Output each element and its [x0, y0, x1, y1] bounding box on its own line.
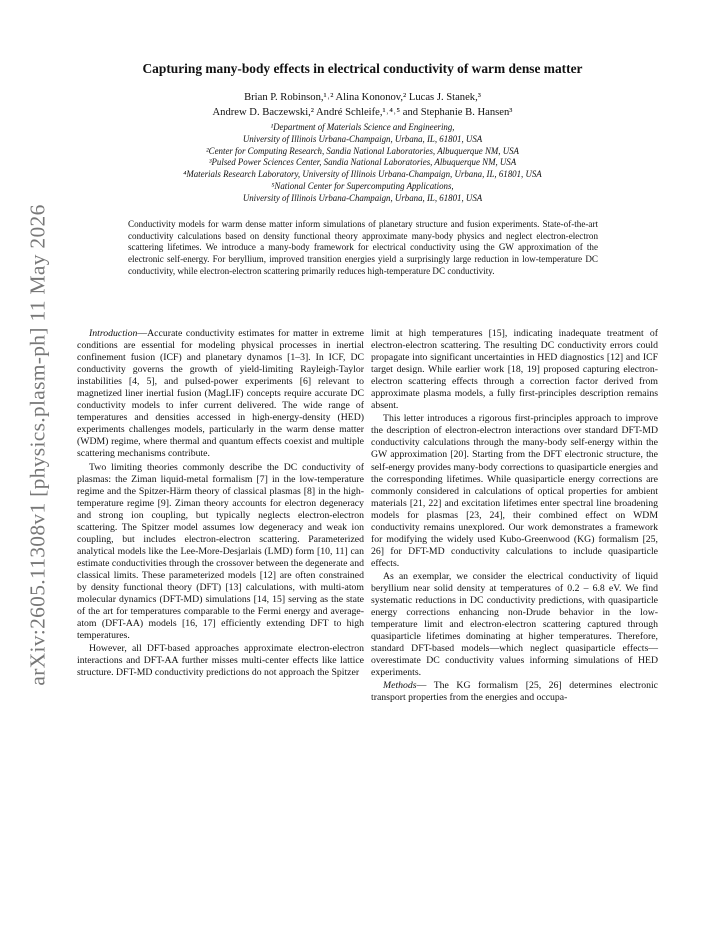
affiliation-line: ²Center for Computing Research, Sandia National Laboratories, Albuquerque NM, USA [206, 145, 519, 156]
affiliation-list [70, 122, 655, 205]
author-line: Andrew D. Baczewski,² André Schleife,¹˒⁴˒⁵ and Stephanie B. Hansen³ [212, 107, 513, 118]
paragraph-text: As an exemplar, we consider the electrical conductivity of liquid beryllium near solid density at temperatures of 0.2 – 6.8 eV. We find systematic reductions in DC conductivity predictions, with quasiparticle energy corrections enhancing non-Drude behavior in the low-temperature limit and electron-electron scattering captured through quasiparticle lifetimes dominating at higher temperatures. Therefore, standard DFT-based models—which neglect quasiparticle effects—overestimate DC conductivity values informing simulations of HED experiments. [371, 570, 658, 679]
affiliation-line: University of Illinois Urbana-Champaign, Urbana, IL, 61801, USA [242, 192, 483, 203]
body-column-left [77, 328, 364, 679]
abstract: Conductivity models for warm dense matter inform simulations of planetary structure and fusion experiments. State-of-the-art conductivity calculations based on density functional theory approximate many-body physics and neglect electron-electron scattering lifetimes. We introduce a many-body framework for electrical conductivity using the GW approximation of the electronic self-energy. For beryllium, improved transition energies yield a surprisingly large reduction in low-temperature DC conductivity, while electron-electron scattering primarily reduces high-temperature DC conductivity. [128, 219, 598, 276]
paragraph-text: This letter introduces a rigorous first-principles approach to improve the description of electron-electron interactions over standard DFT-MD conductivity calculations through the many-body self-energy within the GW approximation [20]. Starting from the DFT electronic structure, the self-energy provides many-body corrections to quasiparticle energies and the corresponding lifetimes. While quasiparticle energy corrections are commonly considered in calculations of optical properties for ambient materials [21, 22] and excitation lifetimes enter spectral line broadening models for plasmas [23, 24], their combined effect on WDM conductivity remains unexplored. Our work demonstrates a framework for modifying the widely used Kubo-Greenwood (KG) formalism [25, 26] for DFT-MD conductivity calculations to include quasiparticle effects. [371, 413, 658, 569]
paragraph [77, 462, 364, 643]
arxiv-side-stamp [18, 205, 58, 685]
paragraph [371, 328, 658, 412]
section-label: Introduction [89, 328, 138, 339]
affiliation-line: ⁵National Center for Supercomputing Applications, [271, 180, 454, 191]
paragraph-text: — The KG formalism [25, 26] determines electronic transport properties from the energies and occupa- [371, 680, 658, 704]
paragraph [371, 413, 658, 570]
section-label: Methods [383, 680, 417, 692]
arxiv-identifier: arXiv:2605.11308v1 [physics.plasm-ph] 11 May 2026 [25, 204, 50, 686]
paragraph [371, 571, 658, 679]
body-column-right [371, 328, 658, 704]
affiliation-line: ⁴Materials Research Laboratory, University of Illinois Urbana-Champaign, Urbana, IL, 61801, USA [183, 169, 542, 180]
affiliation-line: ³Pulsed Power Sciences Center, Sandia National Laboratories, Albuquerque NM, USA [208, 157, 517, 168]
paragraph-text: However, all DFT-based approaches approximate electron-electron interactions and DFT-AA further misses multi-center effects like lattice structure. DFT-MD conductivity predictions do not approach the Spitzer [77, 643, 364, 679]
affiliation-line: ¹Department of Materials Science and Engineering, [270, 122, 455, 132]
paragraph [77, 328, 364, 461]
paragraph [77, 643, 364, 679]
paragraph-text: —Accurate conductivity estimates for matter in extreme conditions are essential for modeling physical processes in inertial confinement fusion (ICF) and planetary dynamos [1–3]. In ICF, DC conductivity governs the growth of yield-limiting Rayleigh-Taylor instabilities [4, 5], and pulsed-power experiments [6] relevant to magnetized liner inertial fusion (MagLIF) concepts require accurate DC conductivity models to infer current delivered. The wide range of temperatures and densities accessed in high-energy-density (HED) experiments challenges models, particularly in the warm dense matter (WDM) regime, where thermal and quantum effects coexist and multiple scattering mechanisms contribute. [77, 328, 364, 460]
paragraph-text: Two limiting theories commonly describe the DC conductivity of plasmas: the Ziman liquid-metal formalism [7] in the low-temperature regime and the Spitzer-Härm theory of classical plasmas [8] in the high-temperature regime [9]. Ziman theory accounts for electron degeneracy and strong ion coupling, but typically neglects electron-electron scattering. The Spitzer model assumes low degeneracy and weak ion coupling, but includes electron-electron scattering. Parameterized analytical models like the Lee-More-Desjarlais (LMD) form [10, 11] can estimate conductivities through the crossover between the degenerate and classical limits. These parameterized models [12] are often constrained by density functional theory (DFT) [13] calculations, with multi-atom molecular dynamics (DFT-MD) simulations [14, 15] serving as the state of the art for temperatures comparable to the Fermi energy and average-atom (DFT-AA) models [16, 17] efficiently extending DFT to high temperatures. [77, 461, 364, 642]
paper-title: Capturing many-body effects in electrical conductivity of warm dense matter [142, 61, 583, 76]
paragraph-text: limit at high temperatures [15], indicating inadequate treatment of electron-electron scattering. The resulting DC conductivity errors could propagate into significant uncertainties in HED diagnostics [12] and ICF target design. While earlier work [18, 19] proposed capturing electron-electron scattering effects through a correction factor derived from approximate plasma models, a fully first-principles description remains absent. [371, 328, 658, 412]
paragraph [371, 680, 658, 704]
author-line: Brian P. Robinson,¹˒² Alina Kononov,² Lucas J. Stanek,³ [244, 92, 481, 103]
affiliation-line: University of Illinois Urbana-Champaign, Urbana, IL, 61801, USA [242, 133, 483, 144]
author-list [70, 90, 655, 120]
